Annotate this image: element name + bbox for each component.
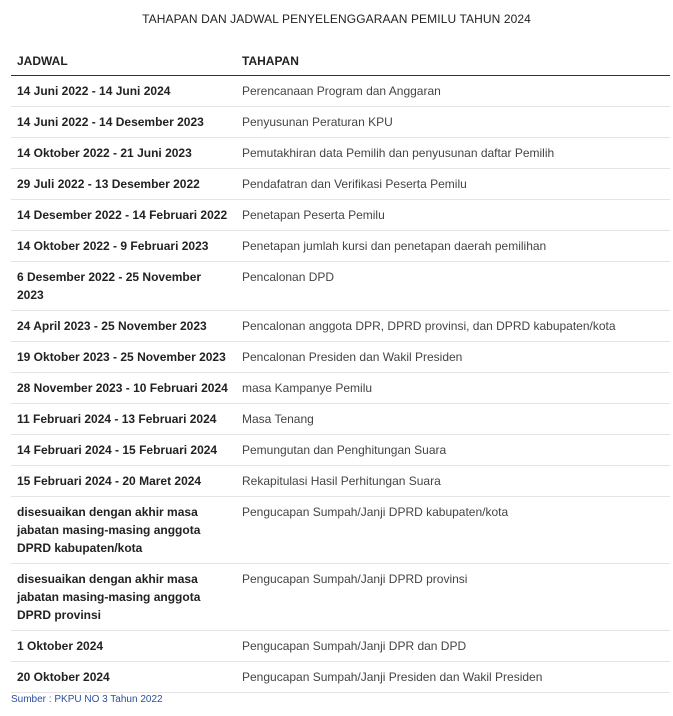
jadwal-cell: 20 Oktober 2024 <box>11 662 236 693</box>
tahapan-cell: Pengucapan Sumpah/Janji DPR dan DPD <box>236 631 670 662</box>
table-header-row <box>11 46 670 76</box>
jadwal-cell: 14 Oktober 2022 - 21 Juni 2023 <box>11 138 236 169</box>
jadwal-cell: 1 Oktober 2024 <box>11 631 236 662</box>
table-row <box>11 138 670 169</box>
tahapan-cell: Pengucapan Sumpah/Janji DPRD kabupaten/kota <box>236 497 670 564</box>
tahapan-cell: Pencalonan DPD <box>236 262 670 311</box>
tahapan-cell: Penetapan Peserta Pemilu <box>236 200 670 231</box>
table-row <box>11 435 670 466</box>
tahapan-cell: Pengucapan Sumpah/Janji DPRD provinsi <box>236 564 670 631</box>
source-note: Sumber : PKPU NO 3 Tahun 2022 <box>11 694 163 705</box>
tahapan-cell: Rekapitulasi Hasil Perhitungan Suara <box>236 466 670 497</box>
table-row <box>11 311 670 342</box>
table-row <box>11 76 670 107</box>
jadwal-cell: 14 Desember 2022 - 14 Februari 2022 <box>11 200 236 231</box>
page-title: TAHAPAN DAN JADWAL PENYELENGGARAAN PEMILU TAHUN 2024 <box>142 12 531 26</box>
table-row <box>11 342 670 373</box>
jadwal-cell: 14 Juni 2022 - 14 Juni 2024 <box>11 76 236 107</box>
jadwal-cell: 15 Februari 2024 - 20 Maret 2024 <box>11 466 236 497</box>
table-row <box>11 373 670 404</box>
schedule-table <box>11 46 670 693</box>
tahapan-cell: Pencalonan anggota DPR, DPRD provinsi, dan DPRD kabupaten/kota <box>236 311 670 342</box>
jadwal-cell: 14 Juni 2022 - 14 Desember 2023 <box>11 107 236 138</box>
column-header-tahapan: TAHAPAN <box>236 46 670 76</box>
tahapan-cell: Pendafatran dan Verifikasi Peserta Pemilu <box>236 169 670 200</box>
table-row <box>11 564 670 631</box>
table-row <box>11 404 670 435</box>
tahapan-cell: Pencalonan Presiden dan Wakil Presiden <box>236 342 670 373</box>
tahapan-cell: Penyusunan Peraturan KPU <box>236 107 670 138</box>
jadwal-cell: 24 April 2023 - 25 November 2023 <box>11 311 236 342</box>
tahapan-cell: Pemungutan dan Penghitungan Suara <box>236 435 670 466</box>
tahapan-cell: Pemutakhiran data Pemilih dan penyusunan daftar Pemilih <box>236 138 670 169</box>
jadwal-cell: 11 Februari 2024 - 13 Februari 2024 <box>11 404 236 435</box>
table-row <box>11 262 670 311</box>
table-row <box>11 662 670 693</box>
jadwal-cell: 29 Juli 2022 - 13 Desember 2022 <box>11 169 236 200</box>
tahapan-cell: Pengucapan Sumpah/Janji Presiden dan Wakil Presiden <box>236 662 670 693</box>
jadwal-cell: 14 Februari 2024 - 15 Februari 2024 <box>11 435 236 466</box>
table-row <box>11 497 670 564</box>
tahapan-cell: masa Kampanye Pemilu <box>236 373 670 404</box>
jadwal-cell: disesuaikan dengan akhir masa jabatan masing-masing anggota DPRD provinsi <box>11 564 236 631</box>
tahapan-cell: Masa Tenang <box>236 404 670 435</box>
jadwal-cell: 19 Oktober 2023 - 25 November 2023 <box>11 342 236 373</box>
table-row <box>11 107 670 138</box>
tahapan-cell: Penetapan jumlah kursi dan penetapan daerah pemilihan <box>236 231 670 262</box>
jadwal-cell: disesuaikan dengan akhir masa jabatan masing-masing anggota DPRD kabupaten/kota <box>11 497 236 564</box>
table-row <box>11 169 670 200</box>
table-row <box>11 200 670 231</box>
table-row <box>11 231 670 262</box>
table-row <box>11 466 670 497</box>
jadwal-cell: 28 November 2023 - 10 Februari 2024 <box>11 373 236 404</box>
column-header-jadwal: JADWAL <box>11 46 236 76</box>
jadwal-cell: 6 Desember 2022 - 25 November 2023 <box>11 262 236 311</box>
tahapan-cell: Perencanaan Program dan Anggaran <box>236 76 670 107</box>
table-row <box>11 631 670 662</box>
jadwal-cell: 14 Oktober 2022 - 9 Februari 2023 <box>11 231 236 262</box>
